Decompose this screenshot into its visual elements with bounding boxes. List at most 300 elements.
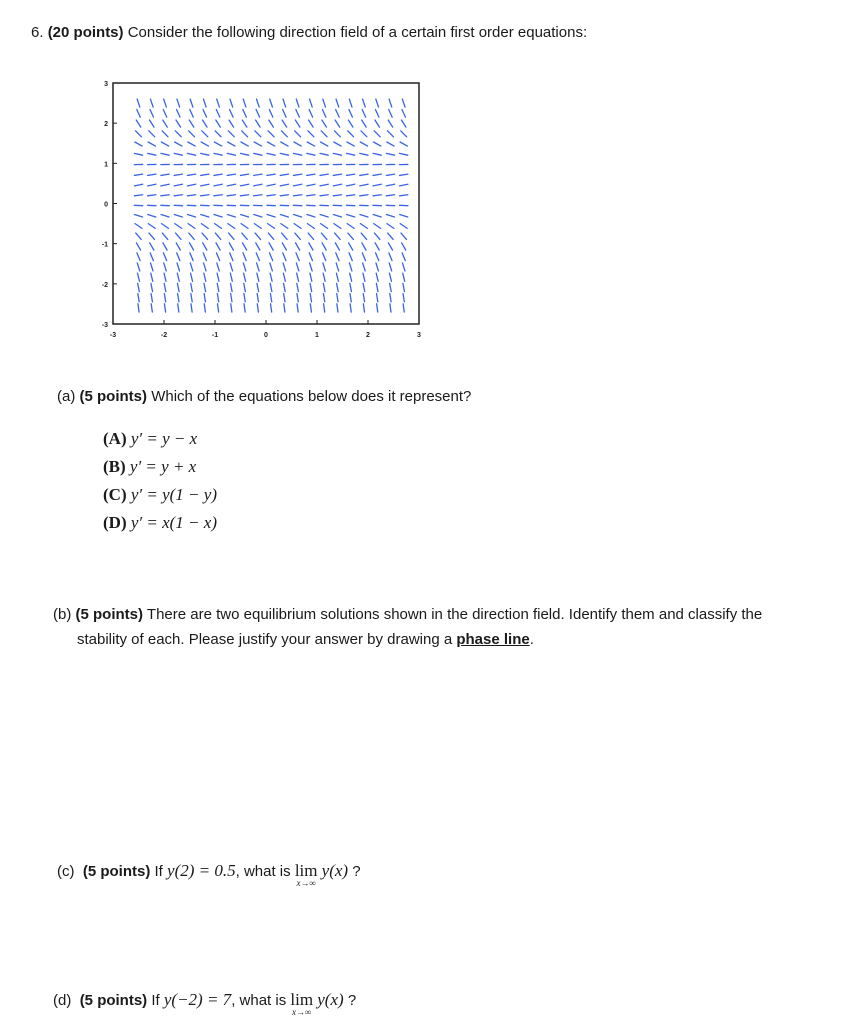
slope-mark xyxy=(349,243,353,250)
slope-mark xyxy=(336,273,338,281)
slope-mark xyxy=(387,224,394,229)
slope-mark xyxy=(163,253,166,261)
slope-mark xyxy=(176,120,181,127)
slope-mark xyxy=(162,131,168,137)
option-a-letter: (A) xyxy=(103,429,127,448)
slope-mark xyxy=(150,99,153,107)
part-d-lim-sub: x→∞ xyxy=(292,1007,312,1017)
part-b-line2 xyxy=(77,631,534,648)
slope-mark xyxy=(389,99,392,107)
option-c xyxy=(103,485,217,505)
slope-mark xyxy=(360,142,367,146)
part-c-points: (5 points) xyxy=(82,863,151,880)
slope-mark xyxy=(309,110,312,118)
slope-mark xyxy=(373,214,381,217)
part-d-label: (d) xyxy=(53,992,72,1009)
slope-mark xyxy=(376,99,379,107)
slope-mark xyxy=(270,273,272,281)
x-tick-label-3: 0 xyxy=(264,332,268,339)
slope-mark xyxy=(254,214,262,217)
slope-mark xyxy=(201,174,209,175)
part-c-mid: , what is xyxy=(235,863,291,880)
slope-mark xyxy=(269,110,272,118)
slope-mark xyxy=(191,273,193,281)
slope-mark xyxy=(175,224,182,229)
y-tick-label-3: 0 xyxy=(104,201,108,209)
slope-mark xyxy=(308,233,313,239)
slope-mark xyxy=(308,131,314,137)
slope-mark xyxy=(177,253,180,261)
slope-mark xyxy=(216,110,219,118)
slope-mark xyxy=(151,283,153,291)
slope-mark xyxy=(188,142,195,146)
slope-mark xyxy=(254,195,262,196)
slope-mark xyxy=(309,120,314,127)
slope-mark xyxy=(202,131,208,137)
slope-mark xyxy=(227,153,235,155)
slope-mark xyxy=(257,294,258,302)
part-c-limit xyxy=(294,861,318,888)
slope-mark xyxy=(230,99,233,107)
slope-mark xyxy=(283,273,285,281)
slope-mark xyxy=(375,243,379,250)
slope-mark xyxy=(256,120,261,127)
slope-mark xyxy=(350,304,351,312)
slope-mark xyxy=(362,243,366,250)
slope-mark xyxy=(390,294,391,302)
slope-mark xyxy=(401,120,406,127)
slope-mark xyxy=(176,243,180,250)
slope-mark xyxy=(297,273,299,281)
slope-mark xyxy=(310,294,311,302)
slope-mark xyxy=(227,195,235,196)
slope-mark xyxy=(377,294,378,302)
slope-mark xyxy=(215,233,220,239)
slope-mark xyxy=(255,131,261,137)
slope-mark xyxy=(151,304,152,312)
slope-mark xyxy=(403,283,405,291)
part-c-end: ? xyxy=(352,863,361,880)
slope-mark xyxy=(360,174,368,175)
slope-mark xyxy=(164,263,166,271)
slope-mark xyxy=(349,263,351,271)
slope-mark xyxy=(349,253,352,261)
slope-mark xyxy=(386,153,394,155)
slope-mark xyxy=(150,243,154,250)
slope-mark xyxy=(389,263,391,271)
slope-mark xyxy=(293,195,301,196)
slope-mark xyxy=(386,214,394,217)
slope-mark xyxy=(138,304,139,312)
slope-mark xyxy=(201,195,209,196)
slope-mark xyxy=(388,233,393,239)
slope-mark xyxy=(161,214,169,217)
slope-mark xyxy=(334,142,341,146)
slope-mark xyxy=(163,110,166,118)
slope-mark xyxy=(323,263,325,271)
part-d-points: (5 points) xyxy=(79,992,148,1009)
part-b-label: (b) xyxy=(53,606,72,623)
slope-mark xyxy=(386,195,394,196)
slope-mark xyxy=(257,263,259,271)
slope-mark xyxy=(336,110,339,118)
slope-mark xyxy=(227,214,235,217)
slope-mark xyxy=(335,243,339,250)
y-tick-label-1: 2 xyxy=(104,121,108,129)
slope-mark xyxy=(348,120,353,127)
slope-mark xyxy=(296,243,300,250)
slope-mark xyxy=(191,283,193,291)
slope-mark xyxy=(230,263,232,271)
part-a-points: (5 points) xyxy=(79,388,148,405)
option-a-equation: y′ = y − x xyxy=(130,429,198,448)
slope-mark xyxy=(388,120,393,127)
x-tick-label-2: -1 xyxy=(211,332,219,339)
slope-mark xyxy=(190,253,193,261)
slope-mark xyxy=(295,131,301,137)
slope-mark xyxy=(283,263,285,271)
slope-mark xyxy=(362,253,365,261)
part-c-lim-sub: x→∞ xyxy=(296,878,316,888)
slope-mark xyxy=(281,224,288,229)
slope-mark xyxy=(322,243,326,250)
slope-mark xyxy=(229,233,234,239)
slope-mark xyxy=(307,224,314,229)
slope-mark xyxy=(323,294,324,302)
slope-mark xyxy=(280,153,288,155)
slope-mark xyxy=(360,224,367,229)
slope-mark xyxy=(215,131,221,137)
slope-mark xyxy=(137,263,139,271)
part-b-period: . xyxy=(529,631,534,648)
slope-mark xyxy=(187,195,195,196)
slope-mark xyxy=(149,233,154,239)
slope-mark xyxy=(257,283,259,291)
slope-mark xyxy=(136,120,141,127)
option-a xyxy=(103,429,197,449)
part-b-text: There are two equilibrium solutions shown in the direction field. Identify them and classify the xyxy=(146,606,763,623)
slope-mark xyxy=(376,263,378,271)
slope-mark xyxy=(240,184,248,186)
slope-mark xyxy=(228,131,234,137)
slope-mark xyxy=(270,283,272,291)
slope-mark xyxy=(400,174,408,175)
slope-mark xyxy=(296,110,299,118)
slope-mark xyxy=(307,142,314,146)
slope-mark xyxy=(164,99,167,107)
slope-mark xyxy=(268,224,275,229)
slope-mark xyxy=(175,142,182,146)
slope-mark xyxy=(297,304,298,312)
slope-mark xyxy=(347,184,355,186)
y-tick-label-4: -1 xyxy=(101,241,108,249)
slope-mark xyxy=(375,110,378,118)
slope-mark xyxy=(254,174,262,175)
slope-mark xyxy=(254,184,262,186)
slope-mark xyxy=(204,294,205,302)
slope-mark xyxy=(296,99,299,107)
part-c-lim: lim xyxy=(294,861,318,880)
slope-mark xyxy=(296,263,298,271)
slope-mark xyxy=(309,253,312,261)
slope-mark xyxy=(244,283,246,291)
slope-mark xyxy=(204,304,205,312)
slope-mark xyxy=(256,99,259,107)
slope-mark xyxy=(362,120,367,127)
slope-mark xyxy=(310,304,311,312)
slope-mark xyxy=(389,253,392,261)
slope-mark xyxy=(307,214,315,217)
slope-mark xyxy=(135,142,142,146)
y-tick-label-6: -3 xyxy=(101,322,108,329)
slope-mark xyxy=(309,243,313,250)
slope-mark xyxy=(402,99,405,107)
slope-mark xyxy=(267,174,275,175)
slope-mark xyxy=(403,304,404,312)
slope-mark xyxy=(201,224,208,229)
part-b-line1 xyxy=(53,606,762,623)
slope-mark xyxy=(135,224,142,229)
slope-mark xyxy=(241,142,248,146)
slope-mark xyxy=(214,142,221,146)
x-tick-label-4: 1 xyxy=(315,332,319,339)
slope-mark xyxy=(164,294,165,302)
slope-mark xyxy=(136,243,140,250)
slope-mark xyxy=(347,214,355,217)
slope-mark xyxy=(203,99,206,107)
slope-mark xyxy=(387,142,394,146)
slope-mark xyxy=(190,99,193,107)
x-tick-label-6: 3 xyxy=(417,332,421,339)
slope-mark xyxy=(244,304,245,312)
slope-mark xyxy=(390,283,392,291)
slope-mark xyxy=(374,131,380,137)
slope-mark xyxy=(293,174,301,175)
slope-mark xyxy=(322,110,325,118)
slope-mark xyxy=(310,283,312,291)
slope-mark xyxy=(150,253,153,261)
slope-mark xyxy=(294,224,301,229)
slope-mark xyxy=(402,253,405,261)
slope-mark xyxy=(347,142,354,146)
slope-mark xyxy=(231,304,232,312)
slope-mark xyxy=(322,120,327,127)
slope-mark xyxy=(242,233,247,239)
slope-mark xyxy=(164,304,165,312)
slope-mark xyxy=(134,195,142,196)
slope-mark xyxy=(150,110,153,118)
y-tick-label-2: 1 xyxy=(104,161,108,169)
slope-mark xyxy=(256,110,259,118)
slope-mark xyxy=(201,142,208,146)
slope-mark xyxy=(376,253,379,261)
slope-mark xyxy=(189,243,193,250)
slope-mark xyxy=(337,283,339,291)
slope-mark xyxy=(137,110,140,118)
slope-mark xyxy=(187,184,195,186)
part-b-points: (5 points) xyxy=(75,606,144,623)
slope-mark xyxy=(190,110,193,118)
slope-mark xyxy=(320,214,328,217)
slope-mark xyxy=(151,294,152,302)
y-tick-label-0: 3 xyxy=(104,81,108,88)
slope-mark xyxy=(242,120,247,127)
slope-mark xyxy=(138,294,139,302)
slope-mark xyxy=(336,99,339,107)
slope-mark xyxy=(177,110,180,118)
slope-mark xyxy=(333,184,341,186)
slope-mark xyxy=(268,131,274,137)
slope-mark xyxy=(389,273,391,281)
option-d-equation: y′ = x(1 − x) xyxy=(130,513,217,532)
slope-mark xyxy=(230,253,233,261)
slope-mark xyxy=(400,184,408,186)
part-d-lim: lim xyxy=(290,990,314,1009)
slope-mark xyxy=(161,195,169,196)
slope-mark xyxy=(215,224,222,229)
x-tick-label-0: -3 xyxy=(109,332,117,339)
slope-mark xyxy=(201,184,209,186)
part-d-condition: y(−2) = 7 xyxy=(163,990,232,1009)
slope-mark xyxy=(401,233,406,239)
slope-mark xyxy=(402,263,404,271)
slope-mark xyxy=(228,224,235,229)
slope-mark xyxy=(216,120,221,127)
slope-mark xyxy=(350,273,352,281)
slope-mark xyxy=(177,99,180,107)
slope-mark xyxy=(174,195,182,196)
part-a-text: Which of the equations below does it represent? xyxy=(151,388,472,405)
slope-mark xyxy=(373,184,381,186)
part-b-text-2: stability of each. Please justify your answer by drawing a xyxy=(77,631,453,648)
part-c-pre: If xyxy=(154,863,163,880)
slope-mark xyxy=(360,184,368,186)
slope-mark xyxy=(178,304,179,312)
slope-mark xyxy=(244,273,246,281)
slope-mark xyxy=(267,153,275,155)
slope-mark xyxy=(401,131,407,137)
option-b-letter: (B) xyxy=(103,457,126,476)
slope-mark xyxy=(335,233,340,239)
slope-mark xyxy=(134,184,142,186)
slope-mark xyxy=(346,195,354,196)
slope-mark xyxy=(374,224,381,229)
slope-mark xyxy=(256,253,259,261)
slope-mark xyxy=(362,110,365,118)
slope-mark xyxy=(240,174,248,175)
slope-mark xyxy=(148,142,155,146)
slope-mark xyxy=(283,253,286,261)
slope-mark xyxy=(176,233,181,239)
slope-mark xyxy=(163,120,168,127)
slope-mark xyxy=(280,174,288,175)
slope-mark xyxy=(244,294,245,302)
slope-mark xyxy=(297,294,298,302)
slope-mark xyxy=(204,263,206,271)
direction-field-figure xyxy=(90,74,435,344)
slope-mark xyxy=(360,214,368,217)
slope-mark xyxy=(333,153,341,155)
slope-mark xyxy=(281,142,288,146)
slope-mark xyxy=(148,184,156,186)
slope-mark xyxy=(320,174,328,175)
option-c-equation: y′ = y(1 − y) xyxy=(130,485,217,504)
slope-mark xyxy=(336,253,339,261)
slope-mark xyxy=(243,263,245,271)
slope-mark xyxy=(217,304,218,312)
slope-mark xyxy=(294,142,301,146)
slope-mark xyxy=(334,131,340,137)
slope-mark xyxy=(136,131,142,137)
slope-mark xyxy=(164,283,166,291)
slope-mark xyxy=(270,263,272,271)
slope-mark xyxy=(270,99,273,107)
slope-mark xyxy=(229,243,233,250)
slope-mark xyxy=(175,131,181,137)
slope-mark xyxy=(217,273,219,281)
slope-mark xyxy=(189,131,195,137)
slope-mark xyxy=(149,131,155,137)
slope-mark xyxy=(402,110,405,118)
slope-mark xyxy=(254,142,261,146)
question-points: (20 points) xyxy=(47,24,124,41)
slope-mark xyxy=(374,233,379,239)
slope-mark xyxy=(361,233,366,239)
phase-line-term: phase line xyxy=(456,631,530,648)
slope-mark xyxy=(376,273,378,281)
slope-mark xyxy=(257,304,258,312)
slope-mark xyxy=(138,283,140,291)
slope-mark xyxy=(268,233,273,239)
slope-mark xyxy=(321,233,326,239)
slope-mark xyxy=(204,283,206,291)
part-d-mid: , what is xyxy=(231,992,287,1009)
slope-mark xyxy=(348,131,354,137)
option-b-equation: y′ = y + x xyxy=(129,457,197,476)
slope-mark xyxy=(241,214,249,217)
part-d-end: ? xyxy=(347,992,357,1009)
slope-mark xyxy=(403,294,404,302)
slope-mark xyxy=(360,195,368,196)
slope-mark xyxy=(174,214,182,217)
slope-mark xyxy=(216,253,219,261)
slope-mark xyxy=(174,174,182,175)
slope-mark xyxy=(320,153,328,155)
slope-mark xyxy=(350,294,351,302)
slope-mark xyxy=(323,283,325,291)
slope-mark xyxy=(400,153,408,155)
slope-mark xyxy=(307,195,315,196)
part-d-func: y(x) xyxy=(317,990,344,1009)
slope-mark xyxy=(310,273,312,281)
part-d-pre: If xyxy=(151,992,160,1009)
slope-mark xyxy=(337,304,338,312)
slope-mark xyxy=(400,195,408,196)
slope-mark xyxy=(163,243,167,250)
slope-mark xyxy=(134,214,142,217)
slope-mark xyxy=(282,233,287,239)
slope-mark xyxy=(323,253,326,261)
slope-mark xyxy=(347,224,354,229)
slope-mark xyxy=(254,153,262,155)
slope-mark xyxy=(177,283,179,291)
slope-mark xyxy=(162,224,169,229)
slope-mark xyxy=(400,214,408,217)
slope-mark xyxy=(187,153,195,155)
slope-mark xyxy=(257,273,259,281)
slope-mark xyxy=(337,294,338,302)
slope-mark xyxy=(230,273,232,281)
